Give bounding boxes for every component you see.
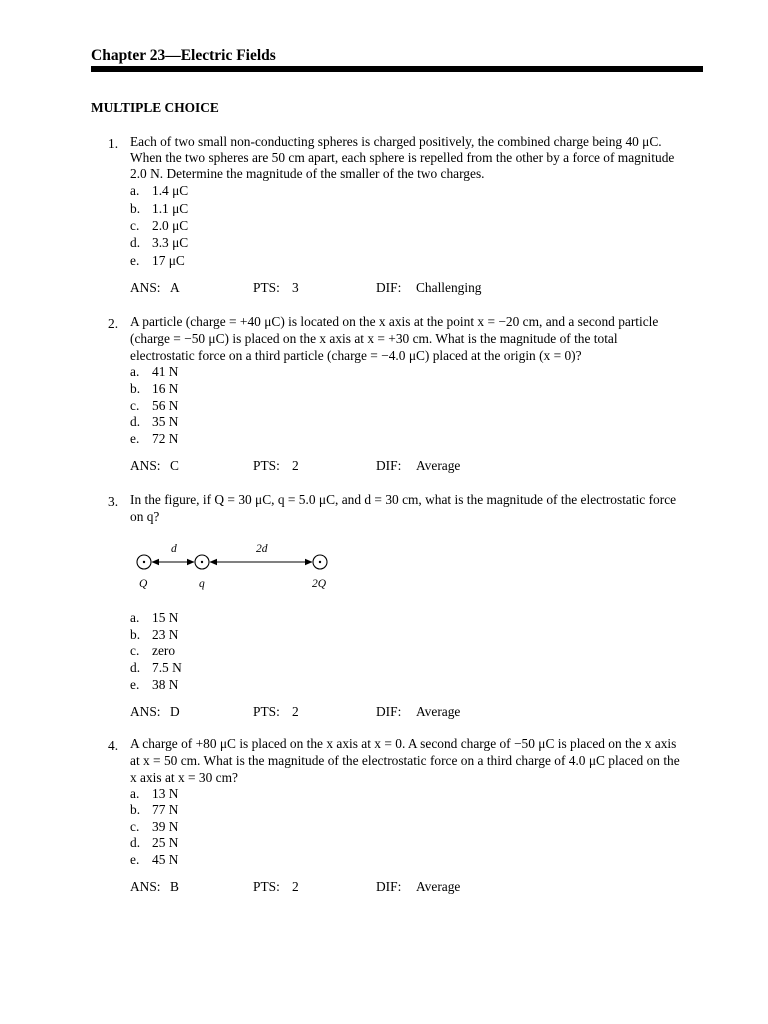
option-letter: a.: [130, 364, 140, 379]
difficulty-value: Average: [416, 704, 461, 719]
figure-label-d: d: [171, 543, 177, 555]
option-text: 13 N: [152, 786, 179, 801]
option-letter: d.: [130, 414, 141, 429]
question-text-line: (charge = −50 μC) is placed on the x axis at x = +30 cm. What is the magnitude of the total: [130, 331, 618, 346]
question-text-line: A charge of +80 μC is placed on the x axis at x = 0. A second charge of −50 μC is placed on the x axis: [130, 736, 677, 751]
question-text-line: on q?: [130, 509, 160, 524]
question-number: 2.: [108, 316, 119, 331]
option-text: 1.1 μC: [152, 201, 189, 216]
option-letter: d.: [130, 835, 141, 850]
option-letter: c.: [130, 218, 140, 233]
option-letter: a.: [130, 786, 140, 801]
option-text: 41 N: [152, 364, 179, 379]
question-text-line: Each of two small non-conducting spheres is charged positively, the combined charge being 40 μC.: [130, 134, 662, 149]
option-text: 1.4 μC: [152, 183, 189, 198]
points-value: 3: [292, 280, 299, 295]
answer-label: ANS:: [130, 280, 161, 295]
section-title: MULTIPLE CHOICE: [91, 100, 219, 115]
question-number: 3.: [108, 494, 119, 509]
option-text: 25 N: [152, 835, 179, 850]
difficulty-label: DIF:: [376, 280, 402, 295]
option-text: 39 N: [152, 819, 179, 834]
figure-label-2d: 2d: [256, 543, 268, 555]
answer-value: C: [170, 458, 179, 473]
header-rule: [91, 66, 703, 72]
option-letter: e.: [130, 852, 140, 867]
option-letter: a.: [130, 610, 140, 625]
difficulty-value: Average: [416, 879, 461, 894]
question-text-line: x axis at x = 30 cm?: [130, 770, 238, 785]
option-letter: b.: [130, 802, 141, 817]
points-value: 2: [292, 704, 299, 719]
figure-label-Q: Q: [139, 578, 148, 590]
option-text: 23 N: [152, 627, 179, 642]
option-letter: d.: [130, 235, 141, 250]
question-text-line: electrostatic force on a third particle (charge = −4.0 μC) placed at the origin (x = 0)?: [130, 348, 582, 363]
difficulty-value: Challenging: [416, 280, 482, 295]
option-text: 38 N: [152, 677, 179, 692]
option-text: 2.0 μC: [152, 218, 189, 233]
option-letter: c.: [130, 643, 140, 658]
difficulty-label: DIF:: [376, 879, 402, 894]
figure-label-2Q: 2Q: [312, 578, 327, 590]
answer-label: ANS:: [130, 458, 161, 473]
question-text-line: at x = 50 cm. What is the magnitude of the electrostatic force on a third charge of 4.0 μC placed on the: [130, 753, 680, 768]
difficulty-label: DIF:: [376, 458, 402, 473]
difficulty-label: DIF:: [376, 704, 402, 719]
question-text-line: A particle (charge = +40 μC) is located on the x axis at the point x = −20 cm, and a second particle: [130, 314, 659, 329]
question-number: 4.: [108, 738, 119, 753]
option-letter: b.: [130, 627, 141, 642]
option-text: 72 N: [152, 431, 179, 446]
option-letter: e.: [130, 253, 140, 268]
chapter-title: Chapter 23—Electric Fields: [91, 47, 276, 64]
option-text: 77 N: [152, 802, 179, 817]
points-label: PTS:: [253, 280, 280, 295]
points-label: PTS:: [253, 879, 280, 894]
option-text: 15 N: [152, 610, 179, 625]
option-text: 7.5 N: [152, 660, 182, 675]
answer-value: B: [170, 879, 179, 894]
option-text: 45 N: [152, 852, 179, 867]
option-letter: b.: [130, 201, 141, 216]
figure-label-q: q: [199, 578, 205, 590]
option-text: 56 N: [152, 398, 179, 413]
option-text: 3.3 μC: [152, 235, 189, 250]
option-letter: c.: [130, 398, 140, 413]
question-number: 1.: [108, 136, 119, 151]
points-label: PTS:: [253, 704, 280, 719]
option-letter: a.: [130, 183, 140, 198]
question-text-line: When the two spheres are 50 cm apart, each sphere is repelled from the other by a force of magnitude: [130, 150, 675, 165]
option-text: 17 μC: [152, 253, 185, 268]
answer-label: ANS:: [130, 704, 161, 719]
question-text-line: In the figure, if Q = 30 μC, q = 5.0 μC, and d = 30 cm, what is the magnitude of the electrostatic force: [130, 492, 677, 507]
option-text: zero: [152, 643, 176, 658]
answer-value: D: [170, 704, 180, 719]
option-text: 16 N: [152, 381, 179, 396]
points-value: 2: [292, 879, 299, 894]
answer-label: ANS:: [130, 879, 161, 894]
difficulty-value: Average: [416, 458, 461, 473]
answer-value: A: [170, 280, 180, 295]
option-letter: c.: [130, 819, 140, 834]
option-letter: e.: [130, 677, 140, 692]
option-letter: e.: [130, 431, 140, 446]
option-text: 35 N: [152, 414, 179, 429]
option-letter: d.: [130, 660, 141, 675]
question-text-line: 2.0 N. Determine the magnitude of the smaller of the two charges.: [130, 166, 485, 181]
option-letter: b.: [130, 381, 141, 396]
points-value: 2: [292, 458, 299, 473]
points-label: PTS:: [253, 458, 280, 473]
